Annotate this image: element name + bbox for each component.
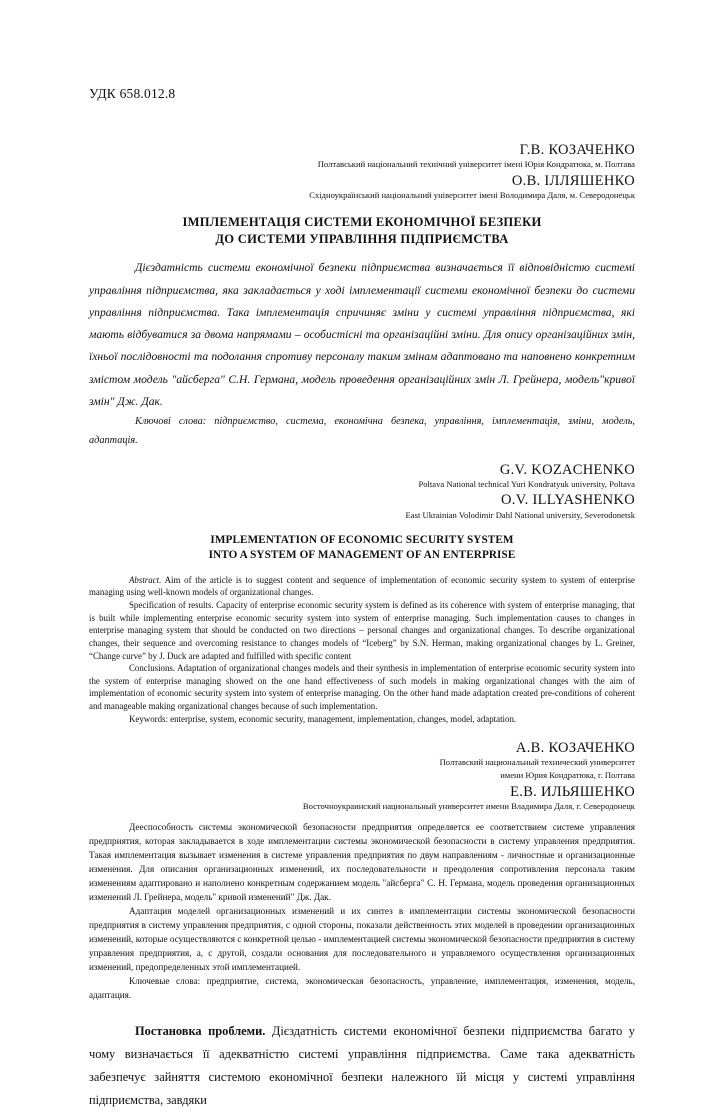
- abstract-russian-paragraph-2: Адаптация моделей организационных изменений и их синтез в имплементации системы экономической безопасности предприятия в систему управления предприятия, с одной стороны, показали действенность этих моделей в проведении организационных изменений, которые осуществляются с конкретной целью - имплементацией системы экономической безопасности предприятия в систему управления предприятия, а, с другой, создали основания для последовательного и управляемого осуществления организационных изменений, предопределенных этой имплементацией.: [89, 906, 635, 973]
- article-title-english: [89, 533, 635, 563]
- keywords-russian-label: Ключевые слова:: [129, 976, 201, 987]
- author-affiliation-en-1: Poltava National technical Yuri Kondratyuk university, Poltava: [418, 478, 635, 489]
- author-affiliation-ru-1-line-1: Полтавский национальный технический университет: [439, 757, 635, 768]
- keywords-ukrainian-label: Ключові слова:: [135, 416, 207, 428]
- article-title-en-line-1: IMPLEMENTATION OF ECONOMIC SECURITY SYSTEM: [210, 534, 514, 547]
- author-name-ua-1: Г.В. КОЗАЧЕНКО: [519, 142, 635, 158]
- keywords-ukrainian: [89, 413, 635, 450]
- body-section-text: Дієздатність системи економічної безпеки підприємства багато у чому визначається її адекватністю системі управління підприємства. Саме така адекватність забезпечує зайняття системою економічної безпеки належного їй місця у системі управління підприємства, завдяки: [89, 1024, 635, 1108]
- author-name-en-2: O.V. ILLYASHENKO: [501, 492, 635, 509]
- author-affiliation-en-2: East Ukrainian Volodimir Dahl National university, Severodonetsk: [405, 509, 635, 520]
- abstract-english-label: Abstract.: [129, 574, 162, 585]
- abstract-english-aim: [89, 574, 635, 599]
- author-affiliation-ua-2: Східноукраїнський національний університет імені Володимира Даля, м. Северодонецьк: [309, 189, 635, 200]
- authors-ukrainian: [89, 141, 635, 201]
- keywords-english: Keywords: enterprise, system, economic security, management, implementation, changes, model, adaptation.: [129, 713, 517, 724]
- authors-english: [89, 461, 635, 521]
- keywords-ukrainian-list: підприємство, система, економічна безпека, управління, імплементація, зміни, модель, адаптація.: [89, 416, 635, 446]
- abstract-english-conclusions: Conclusions. Adaptation of organizational changes models and their synthesis in implementation of enterprise economic security system into the system of enterprise managing showed on the one hand effectiveness of such models in making organizational changes with the aim of implementation of economic security system into system of enterprise managing. On the other hand made adaptation created pre-conditions of coherent and manageable making organizational changes because of such implementation.: [89, 663, 635, 712]
- author-name-ru-2: Е.В. ИЛЬЯШЕНКО: [510, 783, 635, 800]
- abstract-ukrainian: Дієздатність системи економічної безпеки підприємства визначається її відповідністю системі управління підприємства, яка закладається у ході імплементації системи економічної безпеки до системи управління підприємства. Така імплементація спричиняє зміни у системі управління підприємства, які мають відбуватися за двома напрямами – особистісні та організаційні зміни. Для опису організаційних змін, їхньої послідовності та подолання спротиву персоналу таким змінам адаптовано та наповнено конкретним змістом модель "айсберга" С.Н. Германа, модель проведення організаційних змін Л. Грейнера, модель"кривої змін" Дж. Дак.: [89, 261, 635, 408]
- udk-code: УДК 658.012.8: [89, 86, 176, 101]
- author-affiliation-ru-1-line-2: имени Юрия Кондратюка, г. Полтава: [500, 770, 635, 781]
- abstract-russian-paragraph-1: Дееспособность системы экономической безопасности предприятия определяется ее соответствием системе управления предприятия, которая закладывается в ходе имплементации системы экономической безопасности в систему управления предприятия. Такая имплементация вызывает изменения в системе управления предприятия по двум направлениям - личностные и организационные изменения. Для описания организационных изменений, их последовательности и преодоления сопротивления персонала таким изменениям адаптировано и наполнено конкретным содержанием модель "айсберга" С. Н. Германа, модель проведения организационных изменений Л. Грейнера, модель" кривой изменений" Дж. Дак.: [89, 822, 635, 903]
- authors-russian: [89, 739, 635, 812]
- body-section-heading: Постановка проблеми.: [135, 1024, 266, 1039]
- author-name-ru-1: А.В. КОЗАЧЕНКО: [515, 740, 635, 757]
- keywords-russian-list: предприятие, система, экономическая безопасность, управление, имплементация, изменения, модель, адаптация.: [89, 976, 636, 1001]
- author-name-en-1: G.V. KOZACHENKO: [499, 461, 635, 478]
- article-title-ua-line-1: ІМПЛЕМЕНТАЦІЯ СИСТЕМИ ЕКОНОМІЧНОЇ БЕЗПЕКИ: [182, 215, 542, 230]
- body-section-problem-statement: [89, 1020, 635, 1112]
- article-title-en-line-2: INTO A SYSTEM OF MANAGEMENT OF AN ENTERPRISE: [208, 548, 516, 561]
- article-title-ua-line-2: ДО СИСТЕМИ УПРАВЛІННЯ ПІДПРИЄМСТВА: [215, 232, 509, 247]
- keywords-russian: [89, 975, 635, 1003]
- article-title-ukrainian: [89, 214, 635, 248]
- author-affiliation-ru-2: Восточноукраинский национальный университет имени Владимира Даля, г. Северодонецк: [302, 800, 635, 811]
- abstract-english-results: Specification of results. Capacity of enterprise economic security system is defined as its coherence with system of enterprise managing, that is built while implementing enterprise economic security system into system of enterprise managing. Such implementation causes to changes in enterprise managing system that should be conducted on two directions – personal changes and organizational changes. To describe organizational changes, their sequence and overcoming resistance to changes models of “Iceberg” by S.N. Herman, making organizational changes by L. Greiner, “Change curve” by J. Duck are adapted and fulfilled with specific content: [89, 599, 635, 661]
- abstract-english-aim-text: Aim of the article is to suggest content and sequence of implementation of economic security system to system of enterprise managing using well-known models of organizational changes.: [89, 574, 635, 598]
- author-affiliation-ua-1: Полтавський національний технічний університет імені Юрія Кондратюка, м. Полтава: [317, 159, 635, 170]
- author-name-ua-2: О.В. ІЛЛЯШЕНКО: [511, 172, 635, 189]
